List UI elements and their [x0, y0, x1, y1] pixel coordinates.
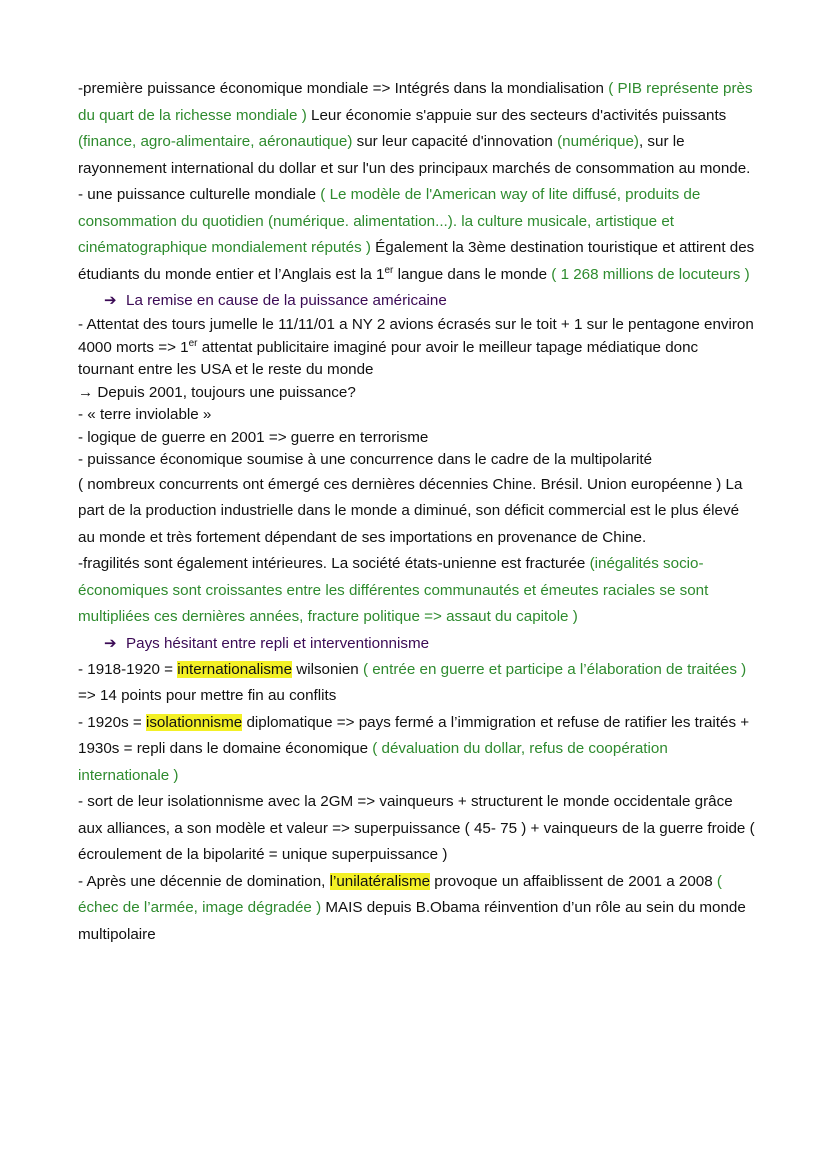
paragraph-1918-1920: - 1918-1920 = internationalisme wilsonien ( entrée en guerre et participe a l’élaboration de traitées ) => 14 points pour mettre fin au conflits: [78, 660, 747, 704]
highlight-isolationnisme: isolationnisme: [145, 713, 243, 731]
paragraph-1920s: - 1920s = isolationnisme diplomatique => pays fermé a l’immigration et refuse de ratifier les traités + 1930s = repli dans le domaine économique ( dévaluation du dollar, refus de coopération internationale ): [78, 713, 750, 784]
paragraph-internal-fragility: -fragilités sont également intérieures. La société états-unienne est fracturée (inégalités socio-économiques sont croissantes entre les différentes communautés et émeutes raciales se sont multipliées ces dernières années, fracture politique => assaut du capitole ): [78, 555, 709, 625]
paragraph-economic-power: -première puissance économique mondiale => Intégrés dans la mondialisation ( PIB représente près du quart de la richesse mondiale ) Leur économie s'appuie sur des secteurs d'activités puissants (finance, agro-alimentaire, aéronautique) sur leur capacité d'innovation (numérique), sur le rayonnement international du dollar et sur l'un des principaux marchés de consommation au monde.: [78, 80, 753, 177]
line-war-logic: - logique de guerre en 2001 => guerre en terrorisme: [78, 428, 429, 446]
paragraph-attack: - Attentat des tours jumelle le 11/11/01 a NY 2 avions écrasés sur le toit + 1 sur le pentagone environ 4000 morts => 1er attentat publicitaire imaginé pour avoir le meilleur tapage médiatique donc tournant entre les USA et le reste du monde: [78, 316, 754, 378]
arrow-right-icon: ➔: [104, 292, 117, 309]
document-page: [78, 76, 758, 948]
line-inviolable: - « terre inviolable »: [78, 406, 212, 423]
line-since-2001: → Depuis 2001, toujours une puissance?: [78, 383, 356, 401]
line-competition: - puissance économique soumise à une concurrence dans le cadre de la multipolarité: [78, 451, 653, 468]
paragraph-ww2: - sort de leur isolationnisme avec la 2GM => vainqueurs + structurent le monde occidentale grâce aux alliances, a son modèle et valeur => superpuissance ( 45- 75 ) + vainqueurs de la guerre froide ( écroulement de la bipolarité = unique superpuissance ): [78, 793, 755, 863]
arrow-right-icon: ➔: [104, 634, 117, 652]
section-heading-hesitation: ➔ Pays hésitant entre repli et interventionnisme: [78, 631, 758, 657]
highlight-internationalisme: internationalisme: [177, 660, 293, 678]
paragraph-cultural-power: - une puissance culturelle mondiale ( Le modèle de l'American way of lite diffusé, produits de consommation du quotidien (numérique. alimentation...). la culture musicale, artistique et cinématographique mondialement réputés ) Également la 3ème destination touristique et attirent des étudiants du monde entier et l’Anglais est la 1er langue dans le monde ( 1 268 millions de locuteurs ): [78, 186, 755, 283]
section-heading-challenge: ➔ La remise en cause de la puissance américaine: [78, 288, 758, 314]
paragraph-competitors: ( nombreux concurrents ont émergé ces dernières décennies Chine. Brésil. Union européenne ) La part de la production industrielle dans le monde a diminué, son déficit commercial est le plus élevé au monde et très fortement dépendant de ses importations en provenance de Chine.: [78, 475, 743, 546]
highlight-unilateralisme: l’unilatéralisme: [329, 872, 431, 890]
paragraph-unilateralism: - Après une décennie de domination, l’unilatéralisme provoque un affaiblissent de 2001 a 2008 ( échec de l’armée, image dégradée ) MAIS depuis B.Obama réinvention d’un rôle au sein du monde multipolaire: [78, 872, 746, 943]
